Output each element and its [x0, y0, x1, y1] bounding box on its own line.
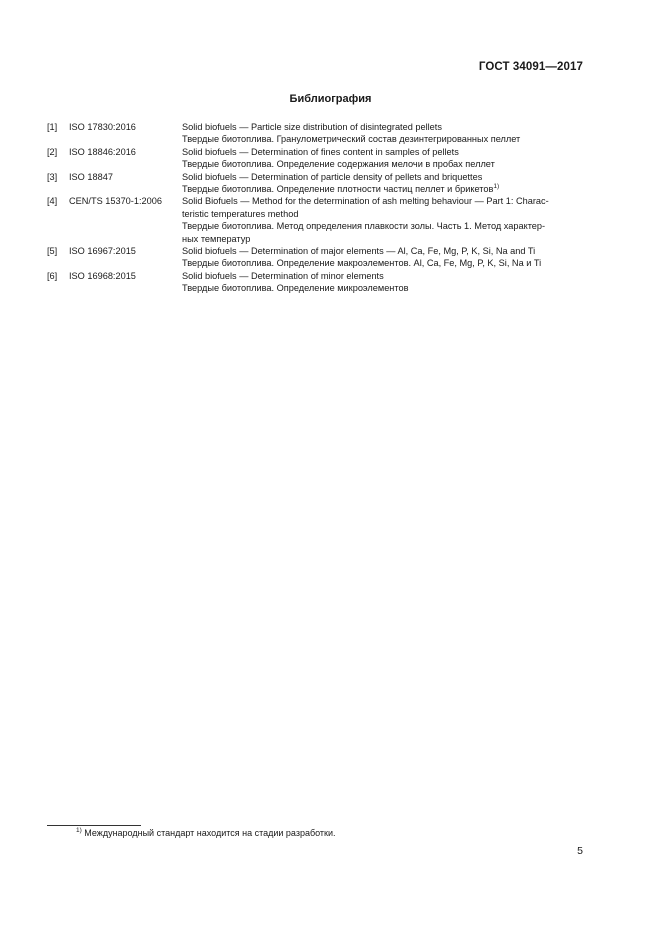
- entry-title-ru-cont: ных температур: [182, 233, 251, 244]
- entry-title-ru: Твердые биотоплива. Определение плотности частиц пеллет и брикетов: [182, 184, 494, 195]
- entry-number: [5]: [47, 246, 58, 257]
- footnote-mark: 1): [76, 827, 82, 834]
- entry-standard-code: ISO 18847: [69, 171, 113, 182]
- entry-title-en: Solid biofuels — Determination of particle density of pellets and briquettes: [182, 171, 483, 182]
- entry-standard-code: ISO 18846:2016: [69, 146, 136, 157]
- entry-title-ru: Твердые биотоплива. Определение микроэлементов: [182, 283, 409, 294]
- entry-title-ru: Твердые биотоплива. Определение макроэлементов. Al, Ca, Fe, Mg, P, K, Si, Na и Ti: [182, 258, 542, 269]
- entry-title-ru: Твердые биотоплива. Гранулометрический состав дезинтегрированных пеллет: [182, 134, 521, 145]
- page-number: 5: [577, 845, 583, 857]
- bibliography-entry: [47, 245, 587, 270]
- entry-number: [4]: [47, 196, 58, 207]
- entry-title-en: Solid Biofuels — Method for the determination of ash melting behaviour — Part 1: Charac-: [182, 196, 549, 207]
- entry-number: [2]: [47, 146, 58, 157]
- bibliography-entry: [47, 171, 587, 196]
- footnote-text: Международный стандарт находится на стадии разработки.: [84, 828, 336, 838]
- bibliography-entry: [47, 195, 587, 245]
- entry-title-en: Solid biofuels — Particle size distribution of disintegrated pellets: [182, 122, 442, 132]
- entry-title-ru: Твердые биотоплива. Определение содержания мелочи в пробах пеллет: [182, 159, 495, 170]
- entry-title-en: Solid biofuels — Determination of fines content in samples of pellets: [182, 146, 459, 157]
- entry-title-en: Solid biofuels — Determination of major elements — Al, Ca, Fe, Mg, P, K, Si, Na and Ti: [182, 246, 536, 257]
- section-title: Библиография: [289, 93, 372, 105]
- footnote-reference: 1): [493, 182, 500, 190]
- document-code: ГОСТ 34091—2017: [478, 61, 583, 73]
- entry-title-en: Solid biofuels — Determination of minor elements: [182, 270, 384, 281]
- bibliography-entry: [47, 121, 587, 146]
- bibliography-entry: [47, 146, 587, 171]
- entry-number: [3]: [47, 171, 58, 182]
- entry-number: [6]: [47, 270, 58, 281]
- bibliography-list: [47, 121, 587, 295]
- entry-title-en-cont: teristic temperatures method: [182, 208, 299, 219]
- footnote-divider: [47, 825, 141, 826]
- bibliography-entry: [47, 270, 587, 295]
- entry-standard-code: ISO 16967:2015: [69, 246, 136, 257]
- entry-standard-code: CEN/TS 15370-1:2006: [69, 196, 162, 207]
- entry-title-ru-line: [182, 183, 587, 195]
- entry-number: [1]: [47, 122, 58, 132]
- footnote: [76, 828, 336, 838]
- entry-standard-code: ISO 17830:2016: [69, 122, 136, 132]
- entry-standard-code: ISO 16968:2015: [69, 270, 136, 281]
- entry-title-ru: Твердые биотоплива. Метод определения плавкости золы. Часть 1. Метод характер-: [182, 221, 546, 232]
